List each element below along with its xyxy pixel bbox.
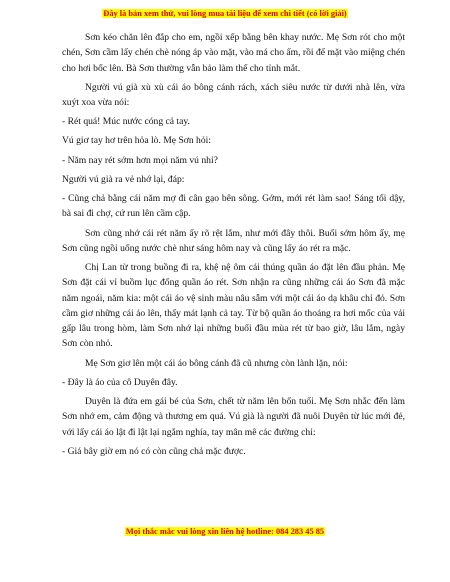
preview-notice-text: Đây là bản xem thử, vui lòng mua tài liệu để xem chi tiết (có lời giải) [103, 9, 347, 18]
preview-notice [0, 6, 450, 20]
paragraph: Chị Lan từ trong buồng đi ra, khệ nệ ôm cái thúng quần áo đặt lên đầu phản. Mẹ Sơn đặt cái vỉ buồm lục đống quần áo rét. Sơn nhận ra cũng những cái áo Sơn đã mặc năm ngoái, năm kia: một cái áo vệ sinh màu nâu sẫm với một cái áo dạ khâu chỉ đỏ. Sơn cầm giơ những cái áo lên, thấy mát lạnh cả tay. Từ bộ quần áo thoáng ra hơi mốc của vải gấp lâu trong hòm, làm Sơn nhớ lại những buổi đầu mùa rét từ bao giờ, lâu lắm, ngày Sơn còn nhỏ. [62, 261, 405, 350]
paragraph: - Năm nay rét sớm hơn mọi năm vú nhỉ? [62, 154, 218, 166]
paragraph: Sơn kéo chăn lên đắp cho em, ngồi xếp bằng bên khay nước. Mẹ Sơn rót cho một chén, Sơn cầm lấy chén chè nóng áp vào mặt, vào má cho ấm, rồi để mặt vào miệng chén cho hơi bốc lên. Bà Sơn thường vẫn bảo làm thế cho tỉnh mắt. [62, 32, 405, 74]
paragraph: - Giá bây giờ em nó có còn cũng chả mặc được. [62, 445, 246, 457]
paragraph: Người vú già ra vẻ nhớ lại, đáp: [62, 173, 185, 185]
paragraph: Duyên là đứa em gái bé của Sơn, chết từ năm lên bốn tuổi. Mẹ Sơn nhắc đến làm Sơn nhớ em, cảm động và thương em quá. Vú già là người đã nuôi Duyên từ lúc mới đẻ, với lấy cái áo lật đi lật lại ngắm nghía, tay mân mê các đường chỉ: [62, 396, 405, 438]
paragraph: Người vú già xù xù cái áo bông cánh rách, xách siêu nước từ dưới nhà lên, vừa xuýt xoa vừa nói: [62, 81, 405, 109]
paragraph: - Đây là áo của cô Duyên đây. [62, 376, 178, 388]
story-text [62, 30, 405, 463]
paragraph: - Cũng chả bằng cái năm mợ đi cân gạo bên sông. Gớm, mới rét làm sao! Sáng tối dậy, bà sai đi chợ, cứ run lên cầm cập. [62, 193, 405, 220]
paragraph: Mẹ Sơn giơ lên một cái áo bông cánh đã cũ nhưng còn lành lặn, nói: [85, 357, 348, 369]
paragraph: Sơn cũng nhớ cái rét năm ấy rõ rệt lắm, như mới đây thôi. Buổi sớm hôm ấy, mẹ Sơn cũng ngồi uống nước chè như sáng hôm nay và cũng lấy áo rét ra mặc. [62, 227, 405, 254]
hotline-text: Mọi thắc mắc vui lòng xin liên hệ hotline: 084 283 45 85 [125, 527, 325, 536]
paragraph: Vú giơ tay hơ trên hỏa lò. Mẹ Sơn hỏi: [62, 135, 211, 147]
paragraph: - Rét quá! Múc nước cóng cả tay. [62, 116, 190, 128]
hotline-footer [0, 524, 450, 538]
